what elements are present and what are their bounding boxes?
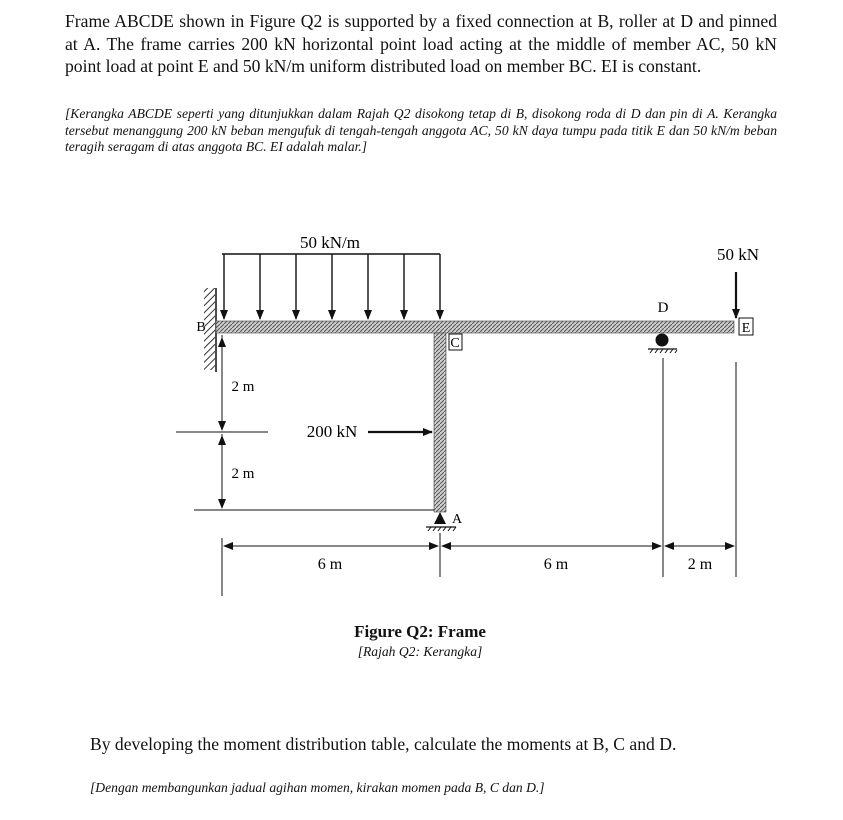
task-text-malay: [Dengan membangunkan jadual agihan momen, kirakan momen pada B, C dan D.] [90, 780, 545, 795]
dim-lower-vertical: 2 m [231, 466, 255, 482]
node-label-a: A [451, 512, 463, 527]
udl-load [222, 254, 440, 319]
node-label-d: D [657, 300, 669, 316]
dim-span-de: 2 m [687, 556, 713, 573]
figure-caption-title: Figure Q2: Frame [354, 622, 486, 641]
beam-bce [216, 321, 734, 333]
figure-caption [300, 621, 540, 661]
horizontal-load-label: 200 kN [306, 422, 358, 441]
dim-upper-vertical: 2 m [231, 379, 255, 395]
roller-support-d [648, 334, 677, 354]
question-text: Frame ABCDE shown in Figure Q2 is supported by a fixed connection at B, roller at D and pinned at A. The frame carries 200 kN horizontal point load acting at the middle of member AC, 50 kN point load at point E and 50 kN/m uniform distributed load on member BC. EI is constant. [65, 11, 777, 77]
question-text-malay: [Kerangka ABCDE seperti yang ditunjukkan dalam Rajah Q2 disokong tetap di B, disokong roda di D dan pin di A. Kerangka tersebut menanggung 200 kN beban mengufuk di tengah-tengah anggota AC, 50 kN daya tumpu pada titik E dan 50 kN/m beban teragih seragam di atas anggota BC. EI adalah malar.] [65, 106, 777, 154]
node-label-e: E [741, 321, 751, 336]
dim-span-cd: 6 m [543, 556, 569, 573]
udl-label: 50 kN/m [300, 233, 360, 252]
figure-caption-malay: [Rajah Q2: Kerangka] [357, 644, 483, 659]
point-load-label: 50 kN [716, 245, 760, 264]
task-text: By developing the moment distribution table, calculate the moments at B, C and D. [90, 734, 677, 754]
node-label-c: C [450, 336, 460, 351]
column-ca [434, 333, 446, 512]
extension-lines [222, 358, 736, 596]
node-label-b: B [196, 320, 206, 335]
dim-span-bc: 6 m [317, 556, 343, 573]
fixed-support-b [204, 288, 216, 372]
